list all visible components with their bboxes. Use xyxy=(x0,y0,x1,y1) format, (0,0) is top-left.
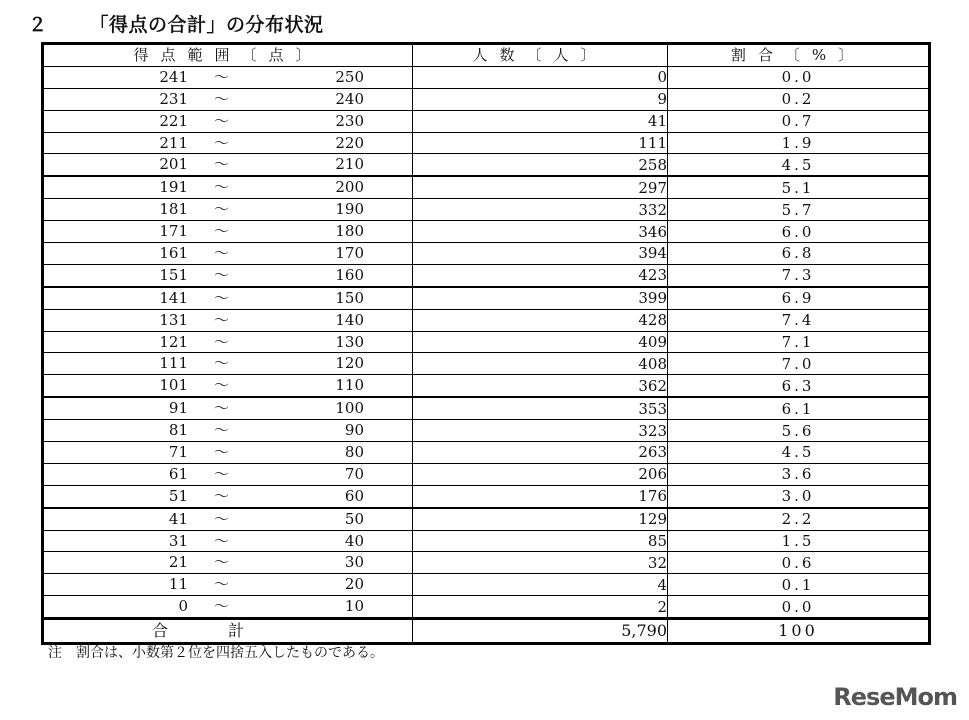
range-cell xyxy=(43,309,413,331)
count-cell: 332 xyxy=(413,199,668,221)
range-low: 61 xyxy=(168,464,188,483)
range-cell xyxy=(43,66,413,88)
footnote: 注 割合は、小数第２位を四捨五入したものである。 xyxy=(48,645,384,661)
range-tilde: ～ xyxy=(214,575,230,594)
range-high: 190 xyxy=(335,200,364,219)
range-high: 60 xyxy=(344,486,364,505)
range-low: 171 xyxy=(159,222,188,241)
ratio-cell: 5.1 xyxy=(668,176,930,198)
range-tilde: ～ xyxy=(214,354,230,373)
range-high: 100 xyxy=(335,399,364,418)
ratio-cell: 6.3 xyxy=(668,375,930,397)
range-low: 161 xyxy=(159,244,188,263)
range-tilde: ～ xyxy=(214,310,230,329)
range-tilde: ～ xyxy=(214,178,230,197)
table-row xyxy=(43,485,930,507)
range-low: 111 xyxy=(159,354,188,373)
range-tilde: ～ xyxy=(214,244,230,263)
range-low: 211 xyxy=(159,133,188,152)
range-cell xyxy=(43,485,413,507)
ratio-cell: 0.6 xyxy=(668,552,930,574)
range-tilde: ～ xyxy=(214,288,230,307)
ratio-cell: 3.6 xyxy=(668,463,930,485)
count-cell: 408 xyxy=(413,353,668,375)
table-row xyxy=(43,331,930,353)
count-cell: 346 xyxy=(413,221,668,243)
range-low: 51 xyxy=(168,486,188,505)
range-high: 10 xyxy=(344,597,364,616)
section-title: 「得点の合計」の分布状況 xyxy=(89,14,324,36)
ratio-cell: 6.9 xyxy=(668,287,930,309)
ratio-cell: 5.6 xyxy=(668,420,930,442)
range-tilde: ～ xyxy=(214,464,230,483)
range-high: 210 xyxy=(335,155,364,174)
range-tilde: ～ xyxy=(214,89,230,108)
header-count: 人数〔人〕 xyxy=(413,44,668,67)
range-low: 141 xyxy=(159,288,188,307)
resemom-logo: ReseMom xyxy=(833,683,957,711)
range-low: 71 xyxy=(168,443,188,462)
range-tilde: ～ xyxy=(214,421,230,440)
range-tilde: ～ xyxy=(214,332,230,351)
range-low: 31 xyxy=(168,531,188,550)
range-low: 151 xyxy=(159,265,188,284)
table-row xyxy=(43,132,930,154)
range-tilde: ～ xyxy=(214,509,230,528)
range-tilde: ～ xyxy=(214,67,230,86)
range-tilde: ～ xyxy=(214,133,230,152)
range-high: 130 xyxy=(335,332,364,351)
range-tilde: ～ xyxy=(214,265,230,284)
table-row xyxy=(43,442,930,464)
table-row xyxy=(43,243,930,265)
range-cell xyxy=(43,552,413,574)
table-row xyxy=(43,552,930,574)
count-cell: 258 xyxy=(413,154,668,176)
table-row xyxy=(43,88,930,110)
page-title xyxy=(28,10,324,37)
range-cell xyxy=(43,331,413,353)
range-tilde: ～ xyxy=(214,443,230,462)
ratio-cell: 0.7 xyxy=(668,110,930,132)
ratio-cell: 0.1 xyxy=(668,574,930,596)
ratio-cell: 7.0 xyxy=(668,353,930,375)
table-row xyxy=(43,287,930,309)
range-cell xyxy=(43,596,413,619)
range-high: 90 xyxy=(344,421,364,440)
range-cell xyxy=(43,375,413,397)
table-row xyxy=(43,110,930,132)
range-cell xyxy=(43,530,413,552)
range-low: 21 xyxy=(168,553,188,572)
range-tilde: ～ xyxy=(214,155,230,174)
range-cell xyxy=(43,353,413,375)
table-row xyxy=(43,530,930,552)
range-cell xyxy=(43,132,413,154)
header-ratio: 割合〔%〕 xyxy=(668,44,930,67)
range-cell xyxy=(43,442,413,464)
count-cell: 399 xyxy=(413,287,668,309)
range-low: 121 xyxy=(159,332,188,351)
table-body xyxy=(43,66,930,618)
count-cell: 111 xyxy=(413,132,668,154)
table-row xyxy=(43,596,930,619)
total-row xyxy=(43,619,930,644)
range-high: 160 xyxy=(335,265,364,284)
range-low: 231 xyxy=(159,89,188,108)
header-range: 得点範囲〔点〕 xyxy=(43,44,413,67)
ratio-cell: 6.1 xyxy=(668,397,930,419)
count-cell: 428 xyxy=(413,309,668,331)
count-cell: 176 xyxy=(413,485,668,507)
range-low: 241 xyxy=(159,67,188,86)
range-low: 81 xyxy=(168,421,188,440)
ratio-cell: 4.5 xyxy=(668,154,930,176)
ratio-cell: 4.5 xyxy=(668,442,930,464)
range-high: 120 xyxy=(335,354,364,373)
distribution-table xyxy=(41,42,931,645)
range-high: 200 xyxy=(335,178,364,197)
range-low: 181 xyxy=(159,200,188,219)
range-low: 11 xyxy=(168,575,188,594)
range-high: 170 xyxy=(335,244,364,263)
count-cell: 85 xyxy=(413,530,668,552)
count-cell: 394 xyxy=(413,243,668,265)
ratio-cell: 1.5 xyxy=(668,530,930,552)
section-number: ２ xyxy=(28,14,48,36)
table-row xyxy=(43,66,930,88)
range-cell xyxy=(43,176,413,198)
range-cell xyxy=(43,508,413,530)
table-row xyxy=(43,176,930,198)
ratio-cell: 7.3 xyxy=(668,264,930,286)
count-cell: 409 xyxy=(413,331,668,353)
range-high: 140 xyxy=(335,310,364,329)
ratio-cell: 6.0 xyxy=(668,221,930,243)
ratio-cell: 0.2 xyxy=(668,88,930,110)
count-cell: 323 xyxy=(413,420,668,442)
table-row xyxy=(43,353,930,375)
range-high: 180 xyxy=(335,222,364,241)
range-high: 80 xyxy=(344,443,364,462)
ratio-cell: 2.2 xyxy=(668,508,930,530)
range-cell xyxy=(43,110,413,132)
total-label: 合計 xyxy=(43,619,413,644)
range-high: 20 xyxy=(344,575,364,594)
count-cell: 129 xyxy=(413,508,668,530)
range-cell xyxy=(43,397,413,419)
range-tilde: ～ xyxy=(214,111,230,130)
range-low: 101 xyxy=(159,376,188,395)
count-cell: 0 xyxy=(413,66,668,88)
range-high: 230 xyxy=(335,111,364,130)
range-low: 0 xyxy=(178,597,188,616)
range-cell xyxy=(43,221,413,243)
range-tilde: ～ xyxy=(214,376,230,395)
ratio-cell: 0.0 xyxy=(668,596,930,619)
range-cell xyxy=(43,287,413,309)
table-row xyxy=(43,309,930,331)
ratio-cell: 5.7 xyxy=(668,199,930,221)
range-tilde: ～ xyxy=(214,399,230,418)
range-tilde: ～ xyxy=(214,597,230,616)
range-cell xyxy=(43,574,413,596)
range-tilde: ～ xyxy=(214,531,230,550)
header-row xyxy=(43,44,930,67)
range-tilde: ～ xyxy=(214,222,230,241)
table-row xyxy=(43,221,930,243)
ratio-cell: 7.4 xyxy=(668,309,930,331)
ratio-cell: 0.0 xyxy=(668,66,930,88)
count-cell: 353 xyxy=(413,397,668,419)
ratio-cell: 3.0 xyxy=(668,485,930,507)
table-row xyxy=(43,574,930,596)
table-row xyxy=(43,463,930,485)
count-cell: 362 xyxy=(413,375,668,397)
range-cell xyxy=(43,154,413,176)
count-cell: 423 xyxy=(413,264,668,286)
range-high: 250 xyxy=(335,67,364,86)
range-cell xyxy=(43,463,413,485)
total-count: 5,790 xyxy=(413,619,668,644)
ratio-cell: 6.8 xyxy=(668,243,930,265)
count-cell: 2 xyxy=(413,596,668,619)
range-cell xyxy=(43,420,413,442)
range-high: 110 xyxy=(335,376,364,395)
range-cell xyxy=(43,264,413,286)
range-tilde: ～ xyxy=(214,200,230,219)
range-cell xyxy=(43,88,413,110)
range-high: 40 xyxy=(344,531,364,550)
count-cell: 4 xyxy=(413,574,668,596)
count-cell: 206 xyxy=(413,463,668,485)
count-cell: 9 xyxy=(413,88,668,110)
table-row xyxy=(43,375,930,397)
ratio-cell: 1.9 xyxy=(668,132,930,154)
table-row xyxy=(43,420,930,442)
range-low: 191 xyxy=(159,178,188,197)
total-ratio: 100 xyxy=(668,619,930,644)
range-high: 70 xyxy=(344,464,364,483)
table-row xyxy=(43,154,930,176)
range-tilde: ～ xyxy=(214,486,230,505)
range-high: 150 xyxy=(335,288,364,307)
range-high: 30 xyxy=(344,553,364,572)
range-cell xyxy=(43,243,413,265)
table-row xyxy=(43,508,930,530)
range-cell xyxy=(43,199,413,221)
range-low: 201 xyxy=(159,155,188,174)
count-cell: 297 xyxy=(413,176,668,198)
range-high: 240 xyxy=(335,89,364,108)
table-row xyxy=(43,199,930,221)
count-cell: 32 xyxy=(413,552,668,574)
range-high: 50 xyxy=(344,509,364,528)
range-tilde: ～ xyxy=(214,553,230,572)
table-row xyxy=(43,397,930,419)
range-low: 221 xyxy=(159,111,188,130)
range-high: 220 xyxy=(335,133,364,152)
count-cell: 263 xyxy=(413,442,668,464)
range-low: 131 xyxy=(159,310,188,329)
ratio-cell: 7.1 xyxy=(668,331,930,353)
table-row xyxy=(43,264,930,286)
count-cell: 41 xyxy=(413,110,668,132)
range-low: 91 xyxy=(168,399,188,418)
range-low: 41 xyxy=(168,509,188,528)
